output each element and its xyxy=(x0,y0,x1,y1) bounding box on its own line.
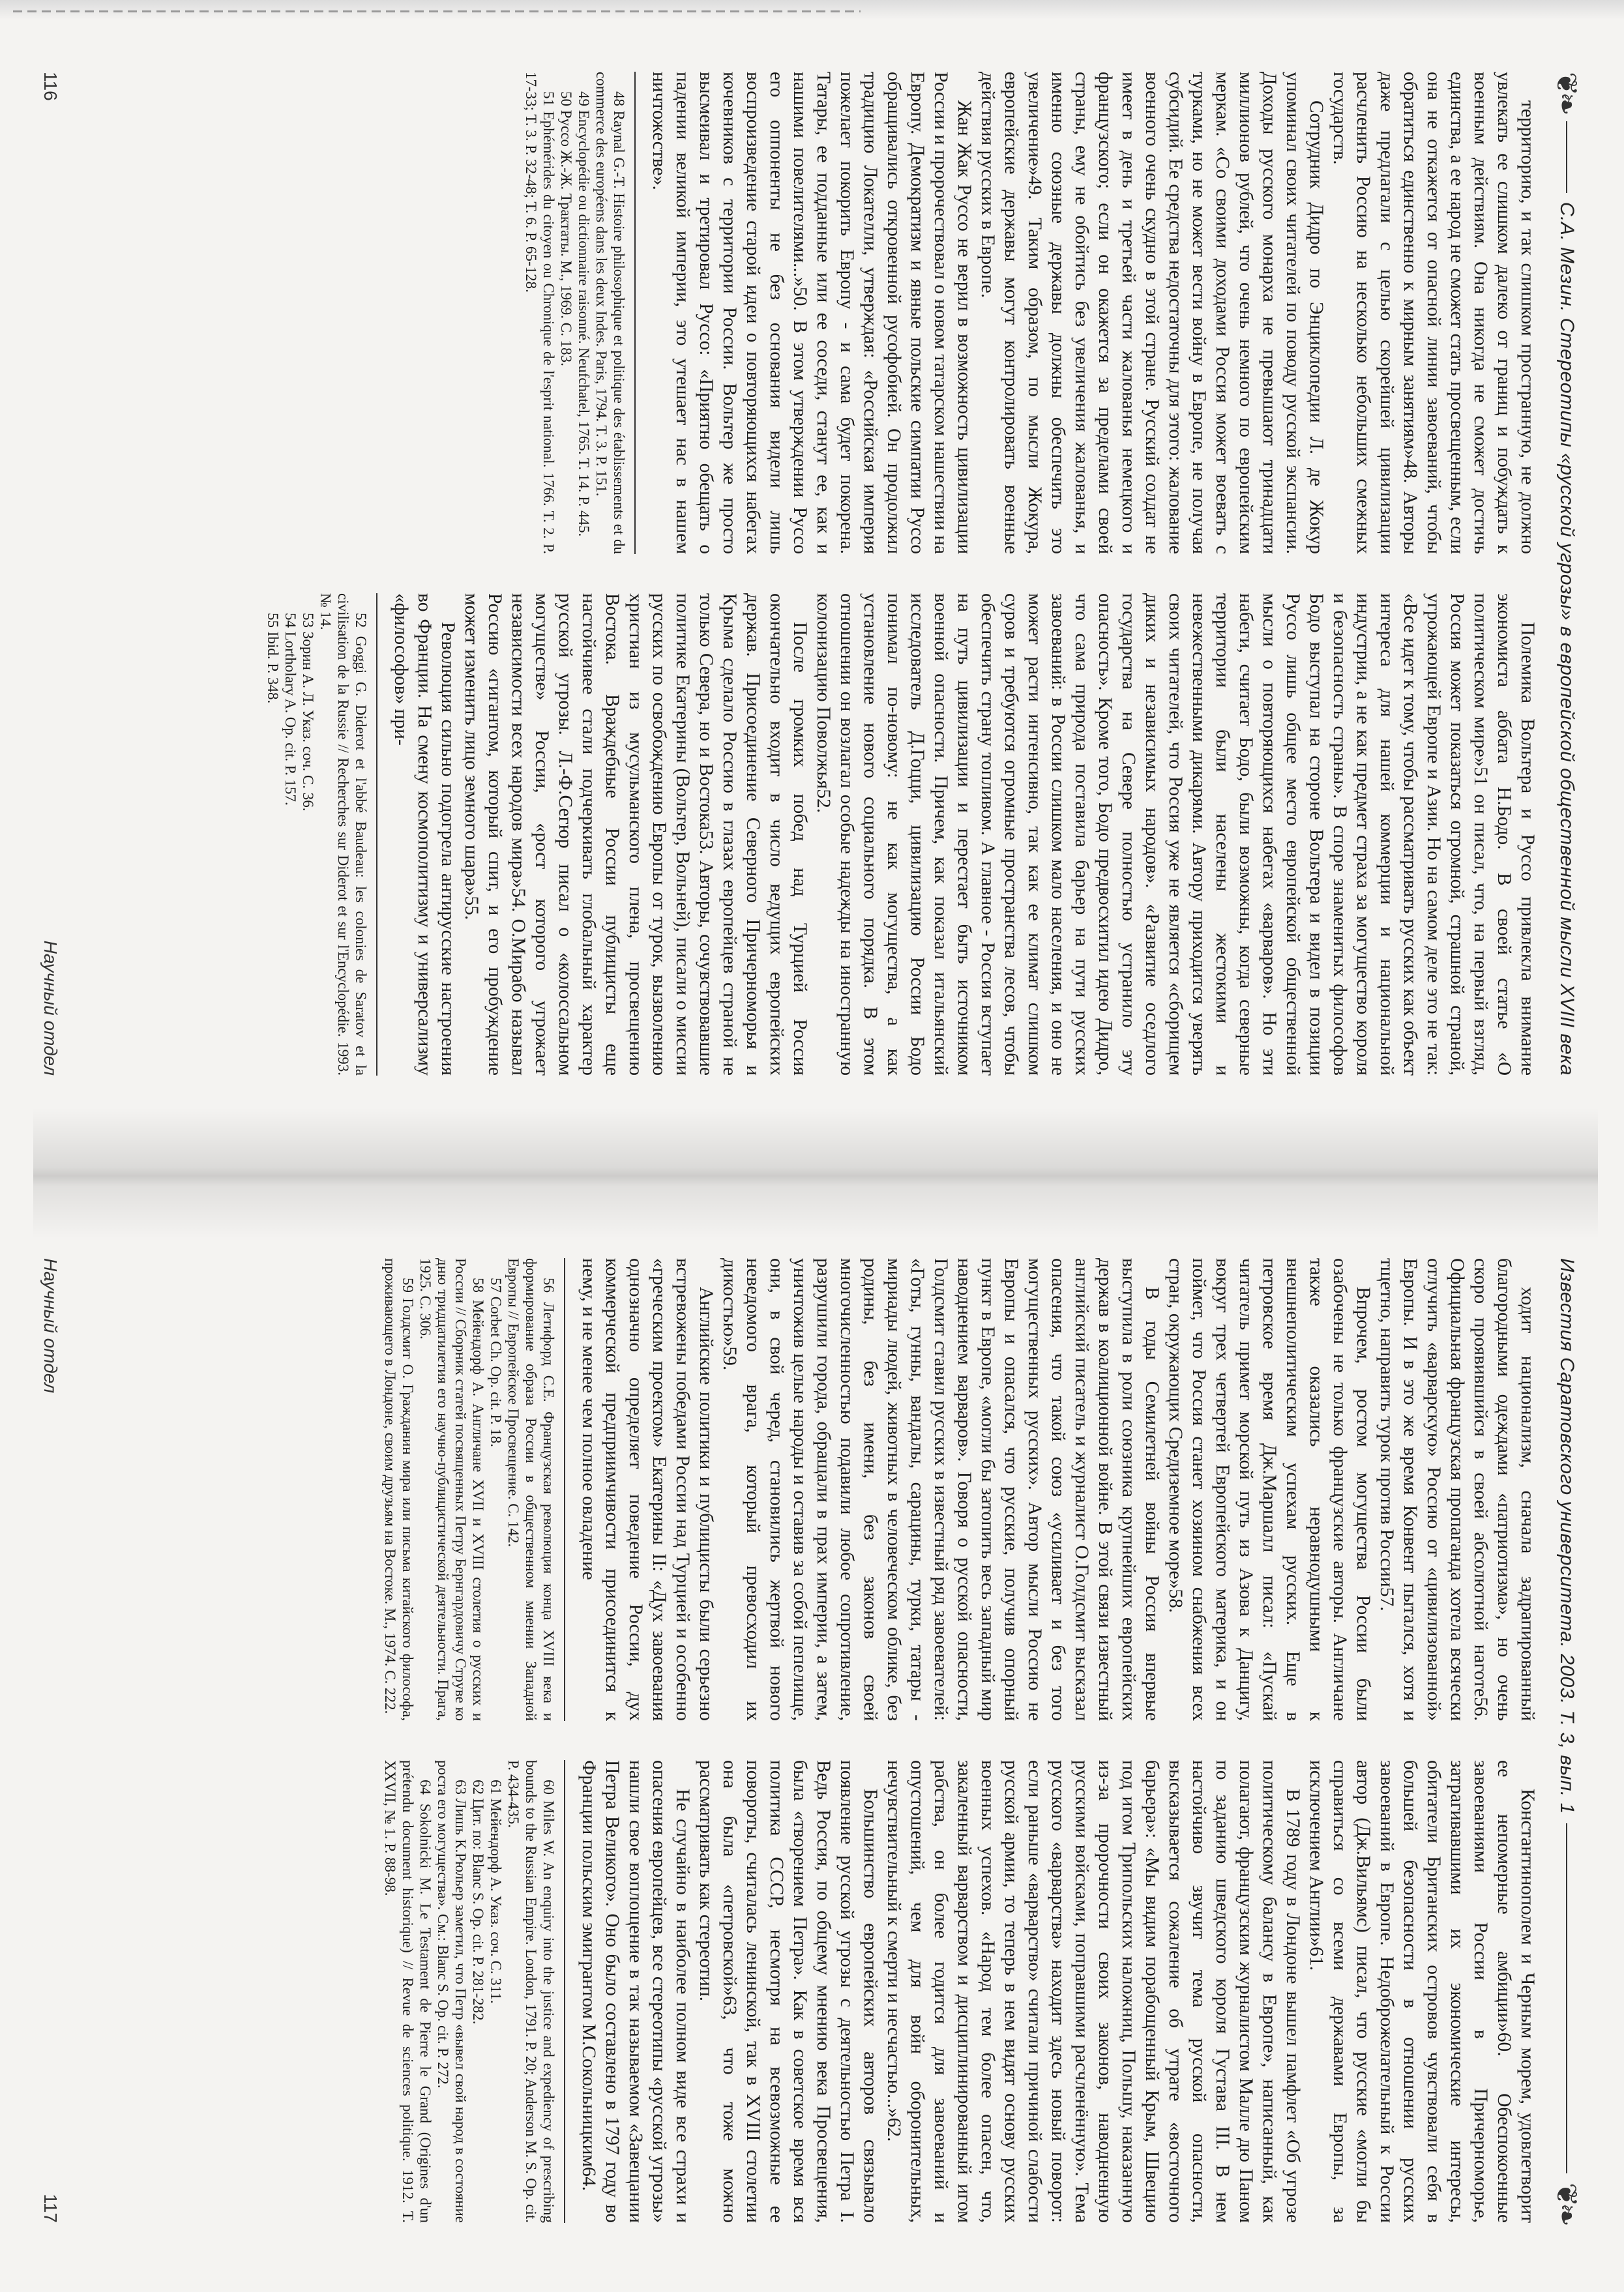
footnote: 50 Руссо Ж.-Ж. Трактаты. М., 1969. С. 183. xyxy=(558,91,574,366)
paragraph: В 1789 году в Лондоне вышел памфлет «Об угрозе политическому балансу в Европе», написанный, как полагают, французским журналистом Малле дю Паном по заданию шведского короля Густава III. В нем настойчиво звучит тема русской опасности, высказывается сожаление об утрате «восточного барьера»: «Мы видим порабощенный Крым, Швецию под игом Трипольских наложниц, Польшу, наказанную из-за пророчности своих законов, наводненную русскими войсками, поправшими расчленённую». Тема русского «варварства» находит здесь новый поворот: если раньше «варварство» считали причиной слабости русской армии, то теперь в нем видят основу русских военных успехов. «Народ тем более опасен, что, закаленный варварством и дисциплинированный игом рабства, он более годится для завоеваний и опустошений, чем для войн оборонительных, нечувствительный к смерти и несчастью...»62. xyxy=(883,1760,1303,2223)
ornament-right-icon: ❦❧ xyxy=(1550,2182,1583,2223)
column-1 xyxy=(66,72,1539,554)
paragraph: территорию, и так слишком пространную, не должно увлекать ее слишком далеко от границ и побуждать к военным действиям. Она никогда не сможет достичь единства, а ее народ не сможет стать просвещенным, если она не откажется от опасной линии завоеваний, чтобы обратиться единственно к мирным занятиям»48. Авторы даже предлагали с целью скорейшей цивилизации расчленить Россию на несколько небольших смежных государств. xyxy=(1329,72,1538,554)
paragraph: Сотрудник Дидро по Энциклопедии Л. де Жокур упоминал своих читателей по поводу русской экспансии. Доходы русского монарха не превышают тринадцати миллионов рублей, что очень немного по европейским меркам. «Со своими доходами Россия может воевать с турками, но не может вести войну в Европе, не получая субсидий. Ее средства недостаточны для этого: жалование военного очень скудно в этой стране. Русский солдат не имеет в день и третьей части жалованья немецкого и французского; если он окажется за пределами своей страны, ему не обойтись без увеличения жалованья, и именно союзные державы должны обеспечить это увеличение»49. Таким образом, по мысли Жокура, европейские державы могут контролировать военные действия русских в Европе. xyxy=(977,72,1327,554)
paragraph: В годы Семилетней войны Россия впервые выступила в роли союзника крупнейших европейских держав в коалиционной войне. В этой связи известный английский писатель и журналист О.Голдсмит высказал опасения, что такой союз «усиливает и без того могущественных русских». Автор мысли Россию не Европы и опасался, что русские, получив опорный пункт в Европе, «могли бы затопить весь западный мир наводнением варваров». Говоря о русской опасности, Голдсмит ставил русских в известный ряд завоевателей: «Готы, гунны, вандалы, сарацины, турки, татары - мириады людей, животных в человеческом облике, без родины, без имени, без законов своей многочисленностью подавили любое сопротивление, разрушили города, обращали в прах империи, а затем, уничтожив целые народы и оставив за собой пепелище, они, в свой черед, становились жертвой нового неведомого врага, который превосходил их дикостью»59. xyxy=(719,1258,1162,1721)
page-footer-left xyxy=(40,72,61,1076)
running-head-text: С.А. Мезин. Стереотипы «русской угрозы» в европейской общественной мысли XVIII века xyxy=(1556,201,1578,1076)
column-2 xyxy=(66,1760,1539,2223)
paragraph: Впрочем, ростом могущества России были озабочены не только французские авторы. Англичане также оказались неравнодушными к внешнеполитическим успехам русских. Еще в петровское время Дж.Маршалл писал: «Пускай читатель примет морской путь из Азова к Данцигу, вокруг трех четвертей Европейского материка, и он поймет, что Россия станет хозяином снабжения всех стран, окружающих Средиземное море»58. xyxy=(1165,1258,1374,1721)
footnote: 51 Ephémérides du citoyen ou Chronique de l'esprit national. 1766. T. 2. P. 17-33; T. 3. P. 32-48; T. 6. P. 65-128. xyxy=(523,72,557,554)
footnote: 48 Raynal G.-T. Histoire philosophique et politique des établissements et du commerce des européens dans les deux Indes. Paris, 1794. T. 3. P. 151. xyxy=(593,72,627,554)
head-rule xyxy=(1566,121,1567,193)
page-116 xyxy=(40,72,1583,1076)
page-footer-right xyxy=(40,1258,61,2223)
paragraph: Полемика Вольтера и Руссо привлекла внимание экономиста аббата Н.Бодо. В своей статье «О политическом мире»51 он писал, что, на первый взгляд, Россия может показаться огромной, страшной страной, угрожающей Европе и Азии. Но на самом деле это не так: «Все идет к тому, чтобы рассматривать русских как объект интереса для нашей коммерции и национальной индустрии, а не как предмет страха за могущество короля и безопасность страны». В споре знаменитых философов Бодо выступал на стороне Вольтера и видел в позиции Руссо лишь общее место европейской общественной мысли о повторяющихся набегах «варваров». Но эти набеги, считает Бодо, были возможны, когда северные территории были населены жестокими и невежественными дикарями. Автору приходится уверять своих читателей, что Россия уже не является «сборищем диких и независимых народов». «Развитие оседлого государства на Севере полностью устранило эту опасность». Кроме того, Бодо предвосхитил идею Дидро, что сама природа поставила барьер на пути русских завоеваний: в России слишком мало населения, и оно не может расти интенсивно, так как ее климат слишком суров и требуются огромные пространства лесов, чтобы обеспечить страну топливом. А главное - Россия вступает на путь цивилизации и перестает быть источником военной опасности. Причем, как показал итальянский исследователь Д.Гоцци, цивилизацию России Бодо понимал по-новому: не как могущества, а как установление нового социального порядка. В этом отношении он возлагал особые надежды на иностранную колонизацию Поволжья52. xyxy=(813,593,1538,1076)
footnote: 55 Ibid. P. 348. xyxy=(265,613,281,704)
column-2 xyxy=(66,593,1539,1076)
paragraph: Не случайно в наиболее полном виде все страхи и опасения европейцев, все стереотипы «русской угрозы» нашли свое воплощение в так называемом «Завещании Петра Великого». Оно было составлено в 1797 году во Франции польским эмигрантом М.Сокольницким64. xyxy=(578,1760,693,2223)
footnote: 60 Miles W. An enquiry into the justice and expediency of prescribing bounds to the Russian Empire. London, 1791. P. 20; Anderson M. S. Op. cit. P. 434-435. xyxy=(505,1760,557,2223)
footnote: 62 Цит. по: Blanc S. Op. cit. P. 281-282. xyxy=(470,1780,486,2025)
section-name: Научный отдел xyxy=(40,1258,61,1394)
paragraph: ходит национализм, сначала задрапированный благородными одеждами «патриотизма», но очень скоро проявившийся в своей абсолютной наготе56. Официальная французская пропаганда хотела всячески отлучить «варварскую» Россию от «цивилизованной» Европы. И в это же время Конвент пытался, хотя и тщетно, направить турок против России57. xyxy=(1376,1258,1538,1721)
footnote: 49 Encyclopédie ou dictionnaire raisonné. Neufchatel, 1765. T. 14. P. 445. xyxy=(576,91,592,537)
footnotes xyxy=(381,1258,565,1721)
footnotes xyxy=(522,72,636,554)
footnote: 61 Мейендорф А. Указ. соч. С. 311. xyxy=(488,1780,504,2004)
section-name: Научный отдел xyxy=(40,940,61,1076)
footnote: 63 Лишь К.Рюльер заметил, что Петр «вывел свой народ в состояние роста его могущества». См.: Blanc S. Op. cit. P. 272. xyxy=(435,1760,469,2223)
paragraph: Жан Жак Руссо не верил в возможность цивилизации России и пророчествовал о новом татарском нашествии на Европу. Демократизм и явные польские симпатии Руссо обращивались откровенной русофобией. Он продолжил традицию Локателли, утверждая: «Российская империя пожелает покорить Европу - и сама будет покорена. Татары, ее подданные или ее соседи, станут ее, как и нашими повелителями...»50. В этом утверждении Руссо его оппоненты не без основания видели лишь воспроизведение старой идеи о повторяющихся набегах кочевников с территории России. Вольтер же просто высмеивал и третировал Руссо: «Приятно обещать о падении великой империи, это утешает нас в нашем ничтожестве». xyxy=(649,72,975,554)
paragraph: Английские политики и публицисты были серьезно встревожены победами России над Турцией и особенно «греческим проектом» Екатерины II: «Дух завоевания однозначно определяет поведение России, дух коммерческой предприимчивости присоединится к нему, и не менее чем полное овладение xyxy=(578,1258,716,1721)
text-columns xyxy=(66,1258,1539,2223)
column-1 xyxy=(66,1258,1539,1721)
paragraph: После громких побед над Турцией Россия окончательно входит в число ведущих европейских держав. Присоединение Северного Причерноморья и Крыма сделало Россию в глазах европейцев страной не только Севера, но и Востока53. Авторы, сочувствовавшие политике Екатерины (Вольтер, Вольней), писали о миссии русских по освобождению Европы от турок, вызволению христиан из мусульманского плена, просвещению Востока. Враждебные России публицисты еще настойчивее стали подчеркивать глобальный характер русской угрозы. Л.-Ф.Сегюр писал о «колоссальном могуществе» России, «рост которого угрожает независимости всех народов мира»54. О.Мирабо называл Россию «гигантом, который спит, и его пробуждение может изменить лицо земного шара»55. xyxy=(461,593,810,1076)
book-fold-shadow xyxy=(33,1108,1598,1239)
paragraph: Константинополем и Черным морем, удовлетворит ее непомерные амбиции»60. Обеспокоенные завоеваниями России в Причерноморье, затрагивавшими их экономические интересы, обитатели Британских островов чувствовали себя в большей безопасности в отношении русских завоеваний в Европе. Недоброжелательный к России автор (Дж.Вильямс) писал, что русские «могли бы справиться со всеми державами Европы, за исключением Англии»61. xyxy=(1306,1760,1538,2223)
running-head-left xyxy=(1548,72,1585,1076)
ornament-left-icon: ❦❧ xyxy=(1550,72,1583,112)
footnote: 64 Sokolnicki M. Le Testament de Pierre le Grand (Origines d'un prétendu document historique) // Revue de sciences politique. 1912. T. XXVII, № 1. P. 88-98. xyxy=(382,1760,434,2223)
page-117 xyxy=(40,1258,1583,2223)
running-head-right xyxy=(1548,1258,1585,2223)
head-rule xyxy=(1566,1823,1567,2173)
footnote: 59 Голдсмит О. Гражданин мира или письма китайского философа, проживающего в Лондоне, своим друзьям на Востоке. М., 1974. С. 222. xyxy=(382,1258,416,1721)
footnotes xyxy=(264,593,377,1076)
footnote: 54 Lortholary A. Op. cit. P. 157. xyxy=(282,613,299,806)
running-head-text: Известия Саратовского университета. 2003. Т. 3, вып. 1 xyxy=(1556,1258,1578,1814)
page-number: 116 xyxy=(40,72,61,101)
footnote: 58 Мейендорф А. Англичане XVII и XVIII столетия о русских и России // Сборник статей посвященных Петру Бернгардовичу Струве ко дню тридцатилетия его научно-публицистической деятельности. Прага, 1925. С. 306. xyxy=(417,1258,486,1722)
page-number: 117 xyxy=(40,2194,61,2223)
paragraph: Большинство европейских авторов связывало появление русской угрозы с деятельностью Петра I. Ведь Россия, по общему мнению века Просвещения, была «творением Петра». Как в советское время вся политика СССР, несмотря на всевозможные ее повороты, считалась ленинской, так в XVIII столетии она была «петровской»63, что тоже можно рассматривать как стереотип. xyxy=(696,1760,881,2223)
footnote: 56 Летифорд С.Е. Французская революция конца XVIII века и формирование образа России в общественном мнении Западной Европы // Европейское Просвещение. С. 142. xyxy=(505,1258,557,1721)
text-columns xyxy=(66,72,1539,1076)
footnote: 52 Goggi G. Diderot et l'abbé Baudeau: les colonies de Saratov et la civilisation de la Russie // Recherches sur Diderot et sur l'Encyclopédie. 1993. № 14. xyxy=(317,593,369,1076)
footnotes xyxy=(381,1760,565,2223)
footnote: 53 Зорин А. Л. Указ. соч. С. 36. xyxy=(300,613,316,812)
paragraph: Революция сильно подогрела антирусские настроения во Франции. На смену космополитизму и универсализму «философов» при- xyxy=(391,593,458,1076)
footnote: 57 Corbet Ch. Op. cit. P. 18. xyxy=(488,1278,504,1448)
